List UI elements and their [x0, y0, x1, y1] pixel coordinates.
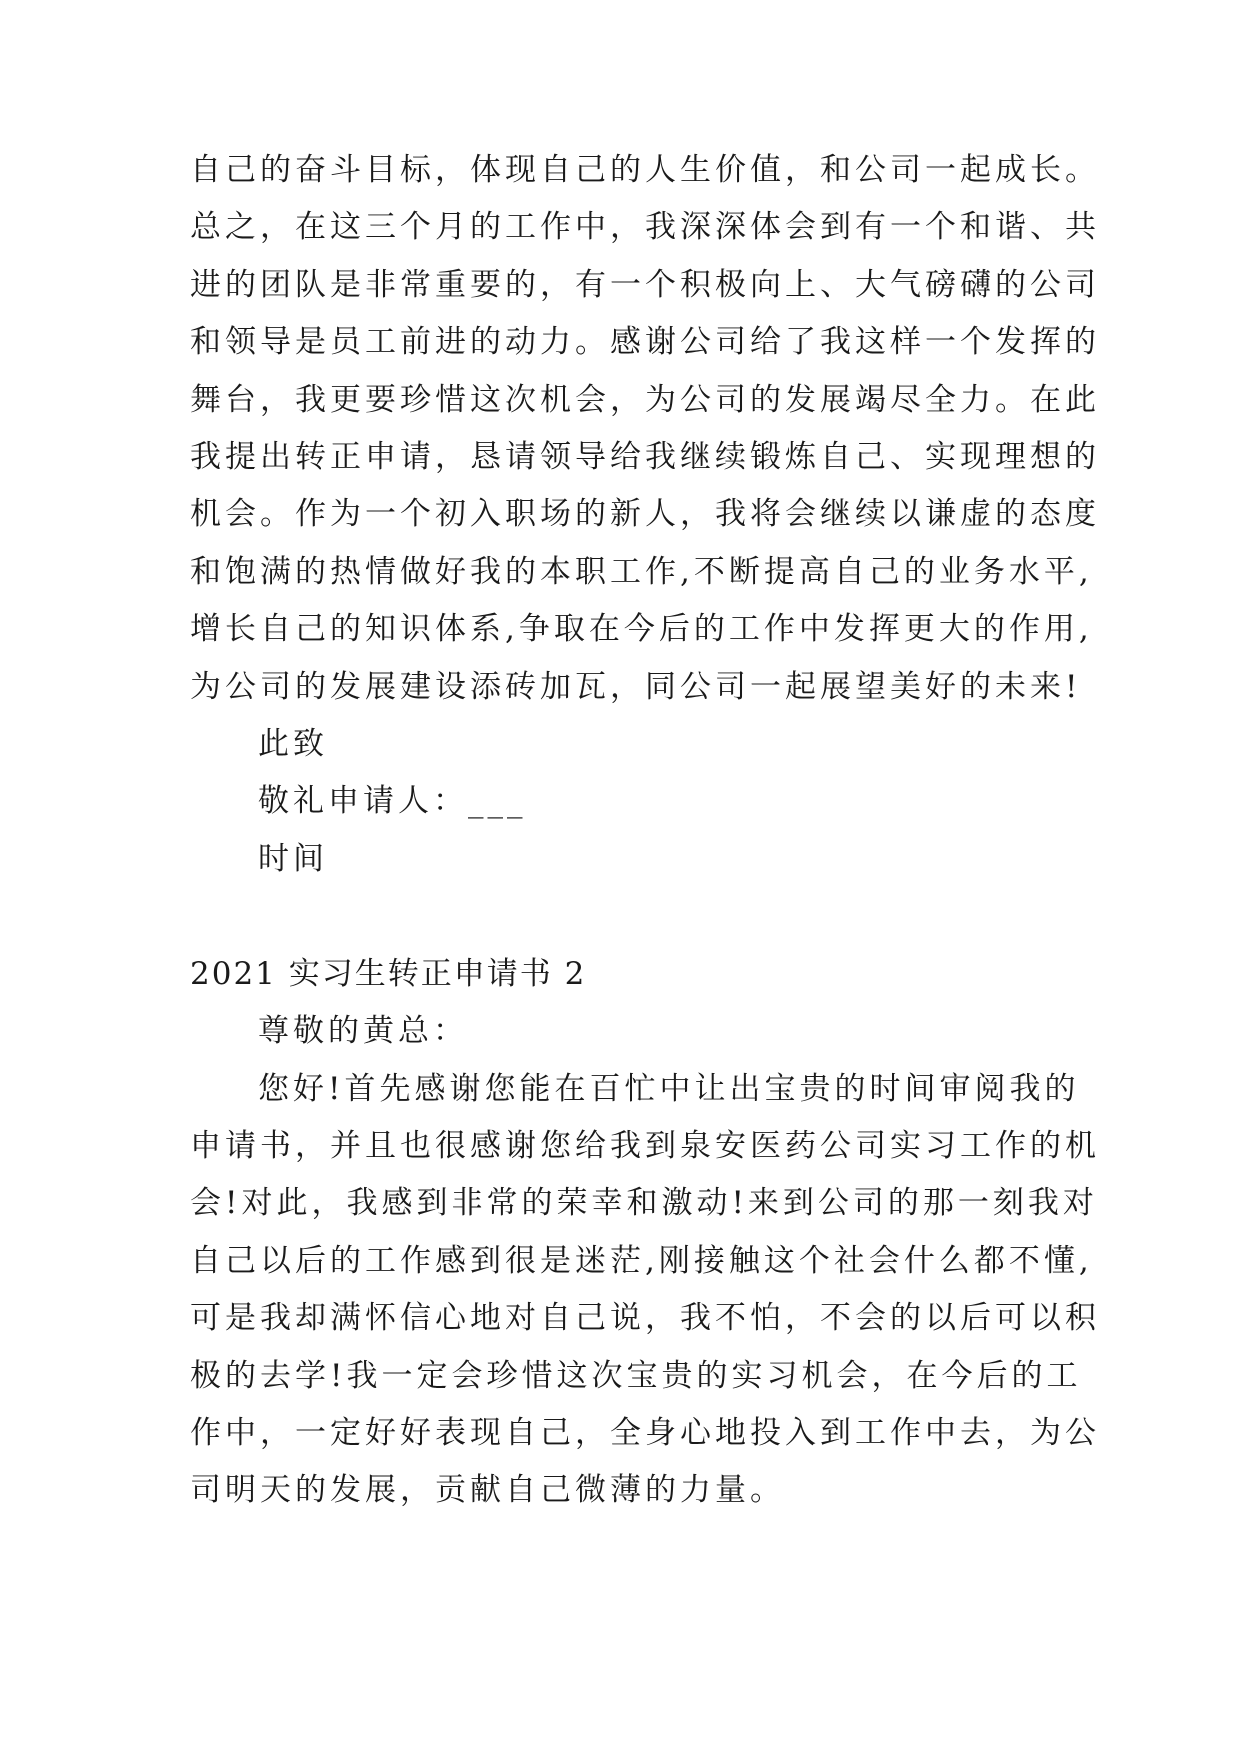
paragraph-line: 可是我却满怀信心地对自己说，我不怕，不会的以后可以积 — [190, 1300, 1100, 1336]
paragraph-line: 舞台，我更要珍惜这次机会，为公司的发展竭尽全力。在此 — [190, 382, 1100, 418]
paragraph-line: 自己以后的工作感到很是迷茫,刚接触这个社会什么都不懂, — [190, 1243, 1093, 1279]
paragraph-line: 司明天的发展，贡献自己微薄的力量。 — [190, 1472, 785, 1508]
closing-text: 此致 — [258, 726, 328, 762]
paragraph-line: 申请书，并且也很感谢您给我到泉安医药公司实习工作的机 — [190, 1128, 1100, 1164]
date-line: 时间 — [258, 841, 328, 877]
paragraph-line: 您好!首先感谢您能在百忙中让出宝贵的时间审阅我的 — [258, 1071, 1080, 1107]
paragraph-line: 作中，一定好好表现自己，全身心地投入到工作中去，为公 — [190, 1415, 1100, 1451]
paragraph-line: 增长自己的知识体系,争取在今后的工作中发挥更大的作用, — [190, 611, 1093, 647]
signature-line: 敬礼申请人：___ — [258, 783, 527, 819]
paragraph-line: 会!对此，我感到非常的荣幸和激动!来到公司的那一刻我对 — [190, 1185, 1098, 1221]
paragraph-line: 和领导是员工前进的动力。感谢公司给了我这样一个发挥的 — [190, 324, 1100, 360]
paragraph-line: 极的去学!我一定会珍惜这次宝贵的实习机会，在今后的工 — [190, 1358, 1082, 1394]
paragraph-line: 为公司的发展建设添砖加瓦，同公司一起展望美好的未来! — [190, 669, 1082, 705]
section-title: 2021 实习生转正申请书 2 — [190, 956, 587, 992]
paragraph-line: 进的团队是非常重要的，有一个积极向上、大气磅礴的公司 — [190, 267, 1100, 303]
paragraph-line: 总之，在这三个月的工作中，我深深体会到有一个和谐、共 — [190, 209, 1100, 245]
paragraph-line: 自己的奋斗目标，体现自己的人生价值，和公司一起成长。 — [190, 152, 1100, 188]
salutation: 尊敬的黄总： — [258, 1013, 468, 1049]
paragraph-line: 和饱满的热情做好我的本职工作,不断提高自己的业务水平, — [190, 554, 1093, 590]
paragraph-line: 机会。作为一个初入职场的新人，我将会继续以谦虚的态度 — [190, 496, 1100, 532]
paragraph-line: 我提出转正申请，恳请领导给我继续锻炼自己、实现理想的 — [190, 439, 1100, 475]
